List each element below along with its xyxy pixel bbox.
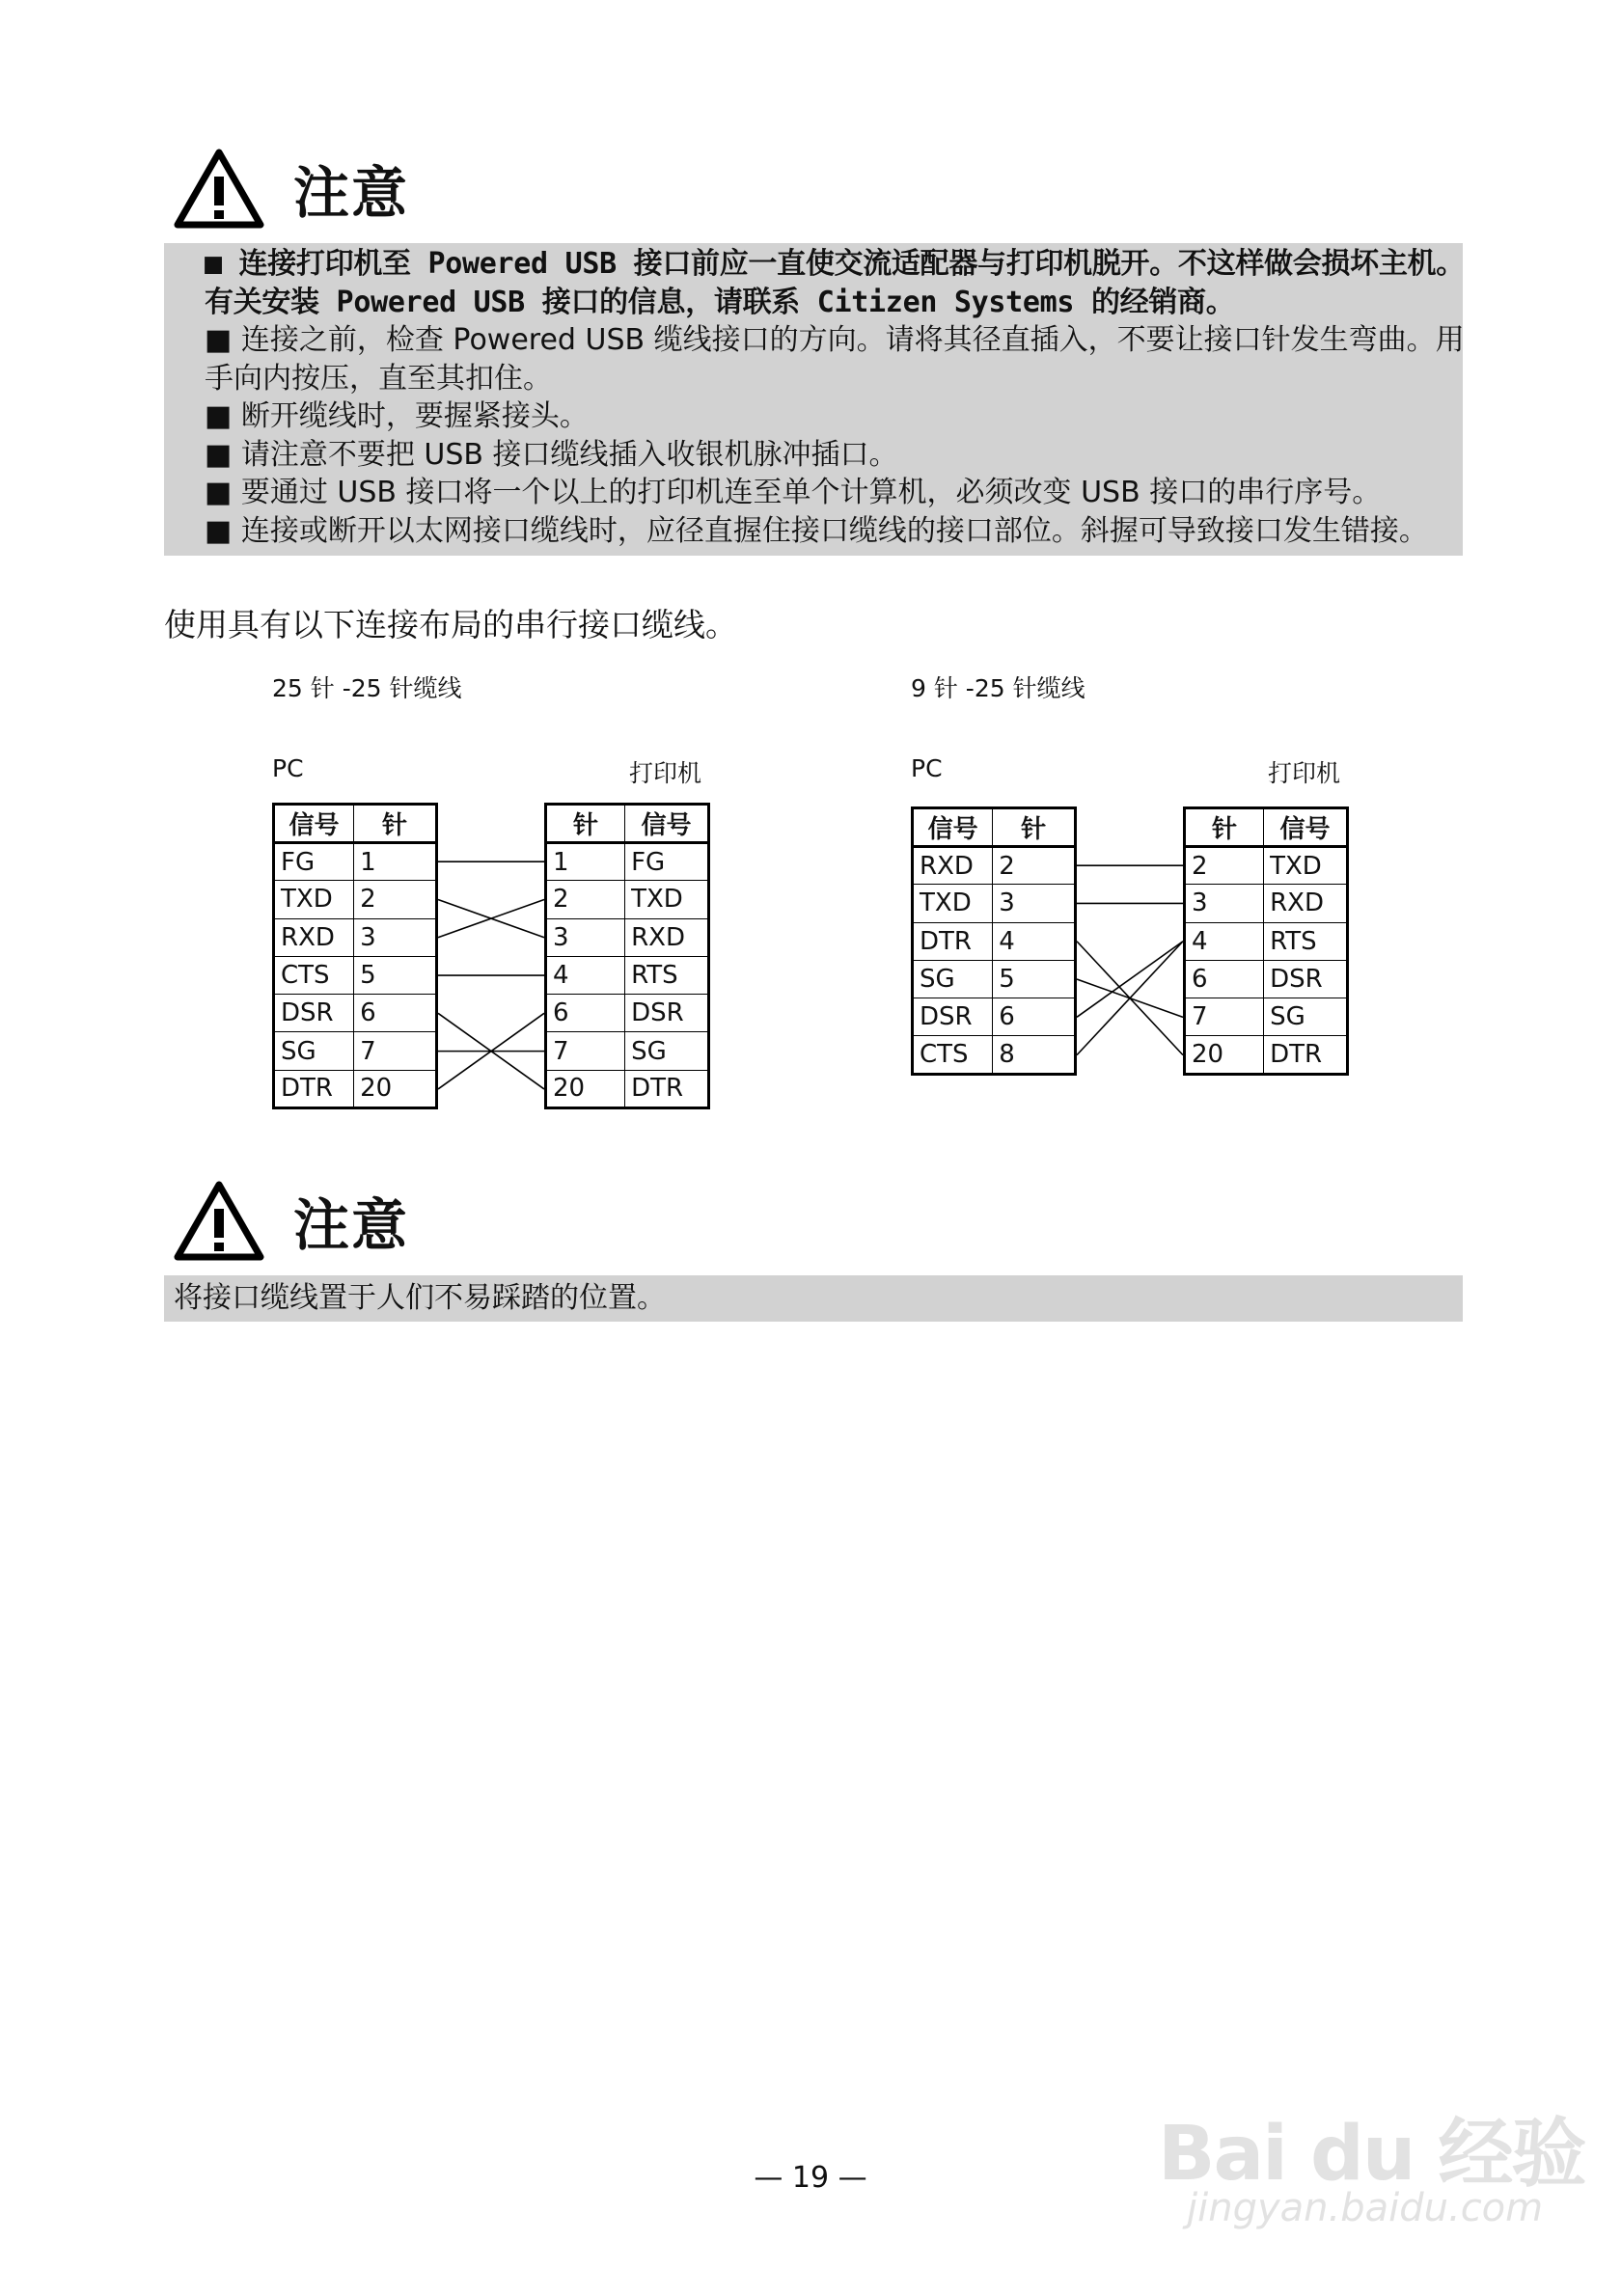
table-cell: TXD [1264,847,1348,885]
table-header-cell: 针 [354,805,437,843]
table-header-cell: 信号 [1264,808,1348,847]
table-cell: CTS [913,1036,993,1074]
table-cell: DTR [1264,1036,1348,1074]
table-cell: DTR [625,1070,709,1107]
table-cell: 20 [1185,1036,1264,1074]
watermark-url: jingyan.baidu.com [1187,2186,1544,2230]
note-line: ■ 连接之前，检查 Powered USB 缆线接口的方向。请将其径直插入，不要让接口针发生弯曲。用 [205,323,1465,357]
table-header-cell: 信号 [625,805,709,843]
table-cell: RTS [1264,922,1348,960]
table-cell: 2 [546,881,625,918]
table-header-cell: 针 [993,808,1076,847]
table-cell: 1 [354,843,437,881]
table-cell: TXD [274,881,354,918]
diagram-25-title: 25 针 -25 针缆线 [272,674,462,702]
diagram-25-printer-label: 打印机 [629,759,702,787]
caution-note-box-2 [164,1275,1463,1322]
table-cell: SG [1264,998,1348,1036]
caution-title: 注意 [293,160,410,226]
table-cell: 2 [993,847,1076,885]
table-cell: TXD [625,881,709,918]
table-cell: 4 [993,922,1076,960]
table-cell: 6 [354,995,437,1032]
table-cell: 4 [546,956,625,994]
table-cell: TXD [913,885,993,922]
caution-title: 注意 [293,1192,410,1258]
table-cell: 3 [993,885,1076,922]
table-cell: FG [274,843,354,881]
table-cell: FG [625,843,709,881]
table-cell: DSR [274,995,354,1032]
table-header-cell: 信号 [274,805,354,843]
note-line: 将接口缆线置于人们不易踩踏的位置。 [174,1281,666,1315]
table-cell: 2 [354,881,437,918]
table-cell: 6 [546,995,625,1032]
intro-text: 使用具有以下连接布局的串行接口缆线。 [164,606,737,643]
table-cell: RXD [1264,885,1348,922]
page-number: — 19 — [754,2161,867,2195]
table-cell: 3 [546,918,625,956]
table-cell: 1 [546,843,625,881]
table-cell: RXD [274,918,354,956]
table-cell: DTR [274,1070,354,1107]
warning-triangle-icon [174,1180,264,1261]
table-cell: RXD [913,847,993,885]
table-cell: SG [625,1032,709,1070]
table-cell: RXD [625,918,709,956]
table-cell: RTS [625,956,709,994]
table-cell: CTS [274,956,354,994]
note-line: 手向内按压，直至其扣住。 [205,361,552,396]
table-cell: 6 [993,998,1076,1036]
table-cell: DTR [913,922,993,960]
diagram-25-pc-label: PC [272,754,304,782]
note-line: ■ 请注意不要把 USB 接口缆线插入收银机脉冲插口。 [205,437,898,472]
table-cell: 4 [1185,922,1264,960]
table-cell: 3 [354,918,437,956]
table-cell: 20 [354,1070,437,1107]
note-line: ■ 要通过 USB 接口将一个以上的打印机连至单个计算机，必须改变 USB 接口的串行序号。 [205,476,1382,509]
table-cell: 6 [1185,960,1264,998]
table-cell: 7 [546,1032,625,1070]
table-header-cell: 信号 [913,808,993,847]
table-cell: 7 [354,1032,437,1070]
table-cell: 5 [354,956,437,994]
caution-heading-2 [174,1177,409,1264]
table-cell: SG [274,1032,354,1070]
table-cell: DSR [625,995,709,1032]
table-cell: DSR [913,998,993,1036]
watermark-logo: Bai du 经验 [1158,2111,1585,2198]
note-line: ■ 断开缆线时，要握紧接头。 [205,399,589,433]
table-header-cell: 针 [546,805,625,843]
table-cell: SG [913,960,993,998]
table-cell: 5 [993,960,1076,998]
note-line: 有关安装 Powered USB 接口的信息，请联系 Citizen Systems 的经销商。 [205,285,1235,319]
table-cell: DSR [1264,960,1348,998]
table-header-cell: 针 [1185,808,1264,847]
table-cell: 2 [1185,847,1264,885]
note-line: ■ 连接或断开以太网接口缆线时，应径直握住接口缆线的接口部位。斜握可导致接口发生错接。 [205,513,1428,548]
wire-line [1077,942,1183,1018]
table-cell: 3 [1185,885,1264,922]
note-line: ■ 连接打印机至 Powered USB 接口前应一直使交流适配器与打印机脱开。不这样做会损坏主机。 [205,247,1465,281]
diagram-9-pc-label: PC [911,754,943,782]
diagram-9-printer-label: 打印机 [1268,759,1341,787]
table-cell: 20 [546,1070,625,1107]
table-cell: 7 [1185,998,1264,1036]
table-cell: 8 [993,1036,1076,1074]
diagram-9-title: 9 针 -25 针缆线 [911,674,1085,702]
